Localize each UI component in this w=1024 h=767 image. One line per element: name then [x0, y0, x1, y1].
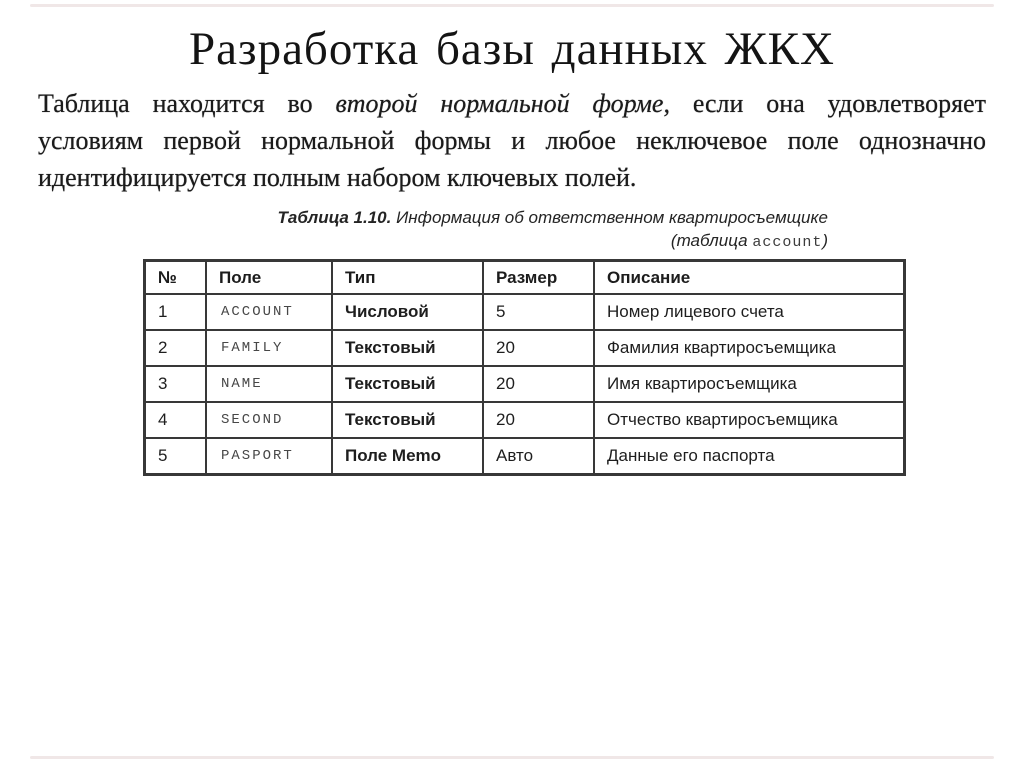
- table-row: [145, 366, 905, 402]
- table-caption-title: Информация об ответственном квартиросъемщике: [391, 208, 828, 227]
- bottom-accent-line: [30, 756, 994, 759]
- paragraph-line-1: [38, 85, 986, 122]
- header-type: Тип: [332, 261, 483, 295]
- cell-num: 3: [145, 366, 207, 402]
- fields-table: [143, 259, 906, 476]
- paragraph-line-3: идентифицируется полным набором ключевых полей.: [38, 163, 637, 192]
- table-caption-line-2: [277, 229, 828, 254]
- cell-size: Авто: [483, 438, 594, 475]
- cell-num: 5: [145, 438, 207, 475]
- cell-num: 1: [145, 294, 207, 330]
- cell-desc: Отчество квартиросъемщика: [594, 402, 905, 438]
- header-desc: Описание: [594, 261, 905, 295]
- cell-size: 20: [483, 366, 594, 402]
- table-row: [145, 402, 905, 438]
- header-size: Размер: [483, 261, 594, 295]
- cell-size: 20: [483, 402, 594, 438]
- cell-type: Текстовый: [332, 366, 483, 402]
- line1-text-pre: Таблица находится во: [38, 89, 336, 118]
- cell-type: Текстовый: [332, 330, 483, 366]
- cell-desc: Имя квартиросъемщика: [594, 366, 905, 402]
- cell-desc: Фамилия квартиросъемщика: [594, 330, 905, 366]
- table-caption-paren-pre: (таблица: [670, 231, 753, 250]
- cell-num: 4: [145, 402, 207, 438]
- cell-size: 5: [483, 294, 594, 330]
- line1-italic-term: второй нормальной форме,: [335, 89, 670, 118]
- cell-type: Текстовый: [332, 402, 483, 438]
- header-num: №: [145, 261, 207, 295]
- table-caption: [277, 206, 828, 254]
- fields-table-header: [145, 261, 905, 295]
- top-accent-line: [30, 4, 994, 7]
- cell-num: 2: [145, 330, 207, 366]
- table-row: [145, 294, 905, 330]
- line1-text-post: если она удовлетворяет: [669, 89, 986, 118]
- fields-table-body: [145, 294, 905, 475]
- table-caption-paren-post: ): [822, 231, 828, 250]
- table-caption-line-1: [277, 206, 828, 229]
- cell-size: 20: [483, 330, 594, 366]
- header-field: Поле: [206, 261, 332, 295]
- cell-field: NAME: [206, 366, 332, 402]
- page-title: Разработка базы данных ЖКХ: [189, 23, 835, 75]
- cell-type: Поле Memo: [332, 438, 483, 475]
- table-row: [145, 438, 905, 475]
- table-row: [145, 330, 905, 366]
- cell-field: PASPORT: [206, 438, 332, 475]
- cell-desc: Данные его паспорта: [594, 438, 905, 475]
- cell-type: Числовой: [332, 294, 483, 330]
- table-caption-number: Таблица 1.10.: [277, 208, 392, 227]
- header-row: [145, 261, 905, 295]
- paragraph-line-2: условиям первой нормальной формы и любое неключевое поле однозначно: [38, 126, 986, 155]
- cell-field: ACCOUNT: [206, 294, 332, 330]
- cell-field: FAMILY: [206, 330, 332, 366]
- table-name-code: account: [752, 234, 823, 251]
- cell-desc: Номер лицевого счета: [594, 294, 905, 330]
- cell-field: SECOND: [206, 402, 332, 438]
- definition-paragraph: [38, 85, 986, 196]
